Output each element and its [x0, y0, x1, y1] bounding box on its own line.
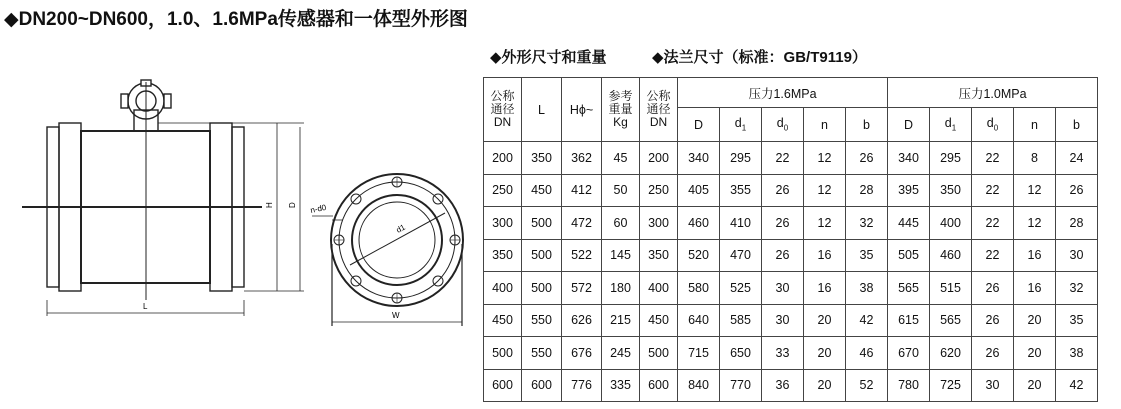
- table-cell: 400: [484, 272, 522, 305]
- table-cell: 24: [1056, 142, 1098, 175]
- table-cell: 450: [640, 304, 678, 337]
- table-cell: 515: [930, 272, 972, 305]
- table-cell: 12: [1014, 174, 1056, 207]
- table-cell: 20: [1014, 369, 1056, 402]
- table-cell: 520: [678, 239, 720, 272]
- table-cell: 215: [602, 304, 640, 337]
- table-cell: 500: [640, 337, 678, 370]
- table-cell: 410: [720, 207, 762, 240]
- table-cell: 60: [602, 207, 640, 240]
- table-cell: 28: [1056, 207, 1098, 240]
- table-cell: 670: [888, 337, 930, 370]
- table-cell: 180: [602, 272, 640, 305]
- table-cell: 600: [522, 369, 562, 402]
- header-hphi: Hϕ~: [562, 78, 602, 142]
- table-cell: 22: [972, 174, 1014, 207]
- table-cell: 340: [678, 142, 720, 175]
- table-cell: 460: [678, 207, 720, 240]
- header-group-1-6mpa: 压力1.6MPa: [678, 78, 888, 108]
- header-D-10: D: [888, 108, 930, 142]
- table-cell: 20: [1014, 304, 1056, 337]
- table-cell: 840: [678, 369, 720, 402]
- header-d1-16: $d_1$: [720, 108, 762, 142]
- header-dn-2: 公称 通径 DN: [640, 78, 678, 142]
- table-row: [484, 337, 1098, 370]
- table-row: [484, 239, 1098, 272]
- table-cell: 16: [1014, 272, 1056, 305]
- header-l: L: [522, 78, 562, 142]
- nd0-label: n-d0: [309, 202, 328, 215]
- d-label: D: [288, 202, 297, 208]
- h-label: H: [265, 202, 274, 208]
- header-b-16: b: [846, 108, 888, 142]
- table-cell: 36: [762, 369, 804, 402]
- table-cell: 350: [522, 142, 562, 175]
- table-cell: 600: [484, 369, 522, 402]
- table-cell: 22: [972, 207, 1014, 240]
- table-cell: 640: [678, 304, 720, 337]
- table-cell: 460: [930, 239, 972, 272]
- table-cell: 550: [522, 304, 562, 337]
- table-cell: 38: [1056, 337, 1098, 370]
- table-cell: 245: [602, 337, 640, 370]
- table-cell: 16: [1014, 239, 1056, 272]
- table-cell: 350: [484, 239, 522, 272]
- table-row: [484, 304, 1098, 337]
- table-cell: 26: [846, 142, 888, 175]
- table-cell: 615: [888, 304, 930, 337]
- header-d0-10: $d_0$: [972, 108, 1014, 142]
- table-cell: 200: [640, 142, 678, 175]
- table-cell: 350: [640, 239, 678, 272]
- table-cell: 340: [888, 142, 930, 175]
- table-cell: 30: [1056, 239, 1098, 272]
- page-title: ◆DN200~DN600，1.0、1.6MPa传感器和一体型外形图: [4, 9, 468, 30]
- table-cell: 400: [640, 272, 678, 305]
- dimensions-table: [483, 77, 1098, 402]
- table-cell: 450: [484, 304, 522, 337]
- table-cell: 26: [972, 272, 1014, 305]
- table-cell: 38: [846, 272, 888, 305]
- table-cell: 295: [930, 142, 972, 175]
- table-cell: 550: [522, 337, 562, 370]
- table-cell: 30: [762, 272, 804, 305]
- table-cell: 26: [762, 239, 804, 272]
- table-cell: 355: [720, 174, 762, 207]
- header-n-10: n: [1014, 108, 1056, 142]
- table-cell: 22: [762, 142, 804, 175]
- table-cell: 525: [720, 272, 762, 305]
- sensor-outline-drawing: [0, 0, 480, 409]
- table-cell: 350: [930, 174, 972, 207]
- table-cell: 12: [804, 174, 846, 207]
- table-cell: 35: [1056, 304, 1098, 337]
- table-cell: 42: [846, 304, 888, 337]
- header-weight: 参考 重量 Kg: [602, 78, 640, 142]
- table-row: [484, 369, 1098, 402]
- table-cell: 522: [562, 239, 602, 272]
- table-row: [484, 272, 1098, 305]
- table-cell: 412: [562, 174, 602, 207]
- table-cell: 26: [1056, 174, 1098, 207]
- table-cell: 770: [720, 369, 762, 402]
- table-cell: 715: [678, 337, 720, 370]
- table-cell: 676: [562, 337, 602, 370]
- table-cell: 12: [804, 142, 846, 175]
- dimensions-weight-heading: ◆外形尺寸和重量: [490, 49, 607, 66]
- table-cell: 30: [762, 304, 804, 337]
- table-row: [484, 174, 1098, 207]
- table-cell: 145: [602, 239, 640, 272]
- table-cell: 505: [888, 239, 930, 272]
- table-cell: 16: [804, 239, 846, 272]
- table-cell: 335: [602, 369, 640, 402]
- table-cell: 28: [846, 174, 888, 207]
- table-cell: 295: [720, 142, 762, 175]
- table-cell: 725: [930, 369, 972, 402]
- header-b-10: b: [1056, 108, 1098, 142]
- table-cell: 620: [930, 337, 972, 370]
- table-cell: 300: [640, 207, 678, 240]
- table-cell: 46: [846, 337, 888, 370]
- table-cell: 52: [846, 369, 888, 402]
- l-label: L: [143, 302, 148, 311]
- table-cell: 20: [804, 304, 846, 337]
- table-cell: 50: [602, 174, 640, 207]
- table-cell: 472: [562, 207, 602, 240]
- table-cell: 565: [888, 272, 930, 305]
- flange-size-heading: ◆法兰尺寸（标准：GB/T9119）: [652, 49, 867, 66]
- table-cell: 500: [522, 272, 562, 305]
- table-cell: 16: [804, 272, 846, 305]
- table-cell: 200: [484, 142, 522, 175]
- table-cell: 32: [1056, 272, 1098, 305]
- table-cell: 8: [1014, 142, 1056, 175]
- table-cell: 26: [762, 207, 804, 240]
- table-cell: 22: [972, 142, 1014, 175]
- table-cell: 12: [1014, 207, 1056, 240]
- header-n-16: n: [804, 108, 846, 142]
- table-cell: 580: [678, 272, 720, 305]
- w-label: W: [392, 311, 400, 320]
- table-cell: 362: [562, 142, 602, 175]
- table-cell: 20: [1014, 337, 1056, 370]
- table-cell: 42: [1056, 369, 1098, 402]
- table-cell: 250: [640, 174, 678, 207]
- d1-label: d1: [394, 222, 407, 235]
- header-D-16: D: [678, 108, 720, 142]
- table-cell: 500: [522, 239, 562, 272]
- table-cell: 405: [678, 174, 720, 207]
- table-cell: 20: [804, 337, 846, 370]
- table-cell: 776: [562, 369, 602, 402]
- table-cell: 26: [972, 304, 1014, 337]
- table-cell: 250: [484, 174, 522, 207]
- header-d0-16: $d_0$: [762, 108, 804, 142]
- table-cell: 300: [484, 207, 522, 240]
- table-cell: 33: [762, 337, 804, 370]
- table-cell: 626: [562, 304, 602, 337]
- table-row: [484, 207, 1098, 240]
- table-row: [484, 142, 1098, 175]
- table-cell: 450: [522, 174, 562, 207]
- table-cell: 20: [804, 369, 846, 402]
- table-cell: 26: [762, 174, 804, 207]
- table-cell: 32: [846, 207, 888, 240]
- header-group-1-0mpa: 压力1.0MPa: [888, 78, 1098, 108]
- table-cell: 600: [640, 369, 678, 402]
- header-d1-10: $d_1$: [930, 108, 972, 142]
- table-cell: 395: [888, 174, 930, 207]
- table-cell: 650: [720, 337, 762, 370]
- table-cell: 30: [972, 369, 1014, 402]
- table-cell: 500: [522, 207, 562, 240]
- table-cell: 22: [972, 239, 1014, 272]
- table-cell: 572: [562, 272, 602, 305]
- table-cell: 400: [930, 207, 972, 240]
- table-cell: 565: [930, 304, 972, 337]
- table-cell: 585: [720, 304, 762, 337]
- table-cell: 26: [972, 337, 1014, 370]
- table-cell: 445: [888, 207, 930, 240]
- table-cell: 470: [720, 239, 762, 272]
- table-cell: 780: [888, 369, 930, 402]
- table-cell: 45: [602, 142, 640, 175]
- header-dn: 公称 通径 DN: [484, 78, 522, 142]
- dimensions-table-container: [483, 77, 1098, 402]
- table-cell: 35: [846, 239, 888, 272]
- table-cell: 500: [484, 337, 522, 370]
- table-cell: 12: [804, 207, 846, 240]
